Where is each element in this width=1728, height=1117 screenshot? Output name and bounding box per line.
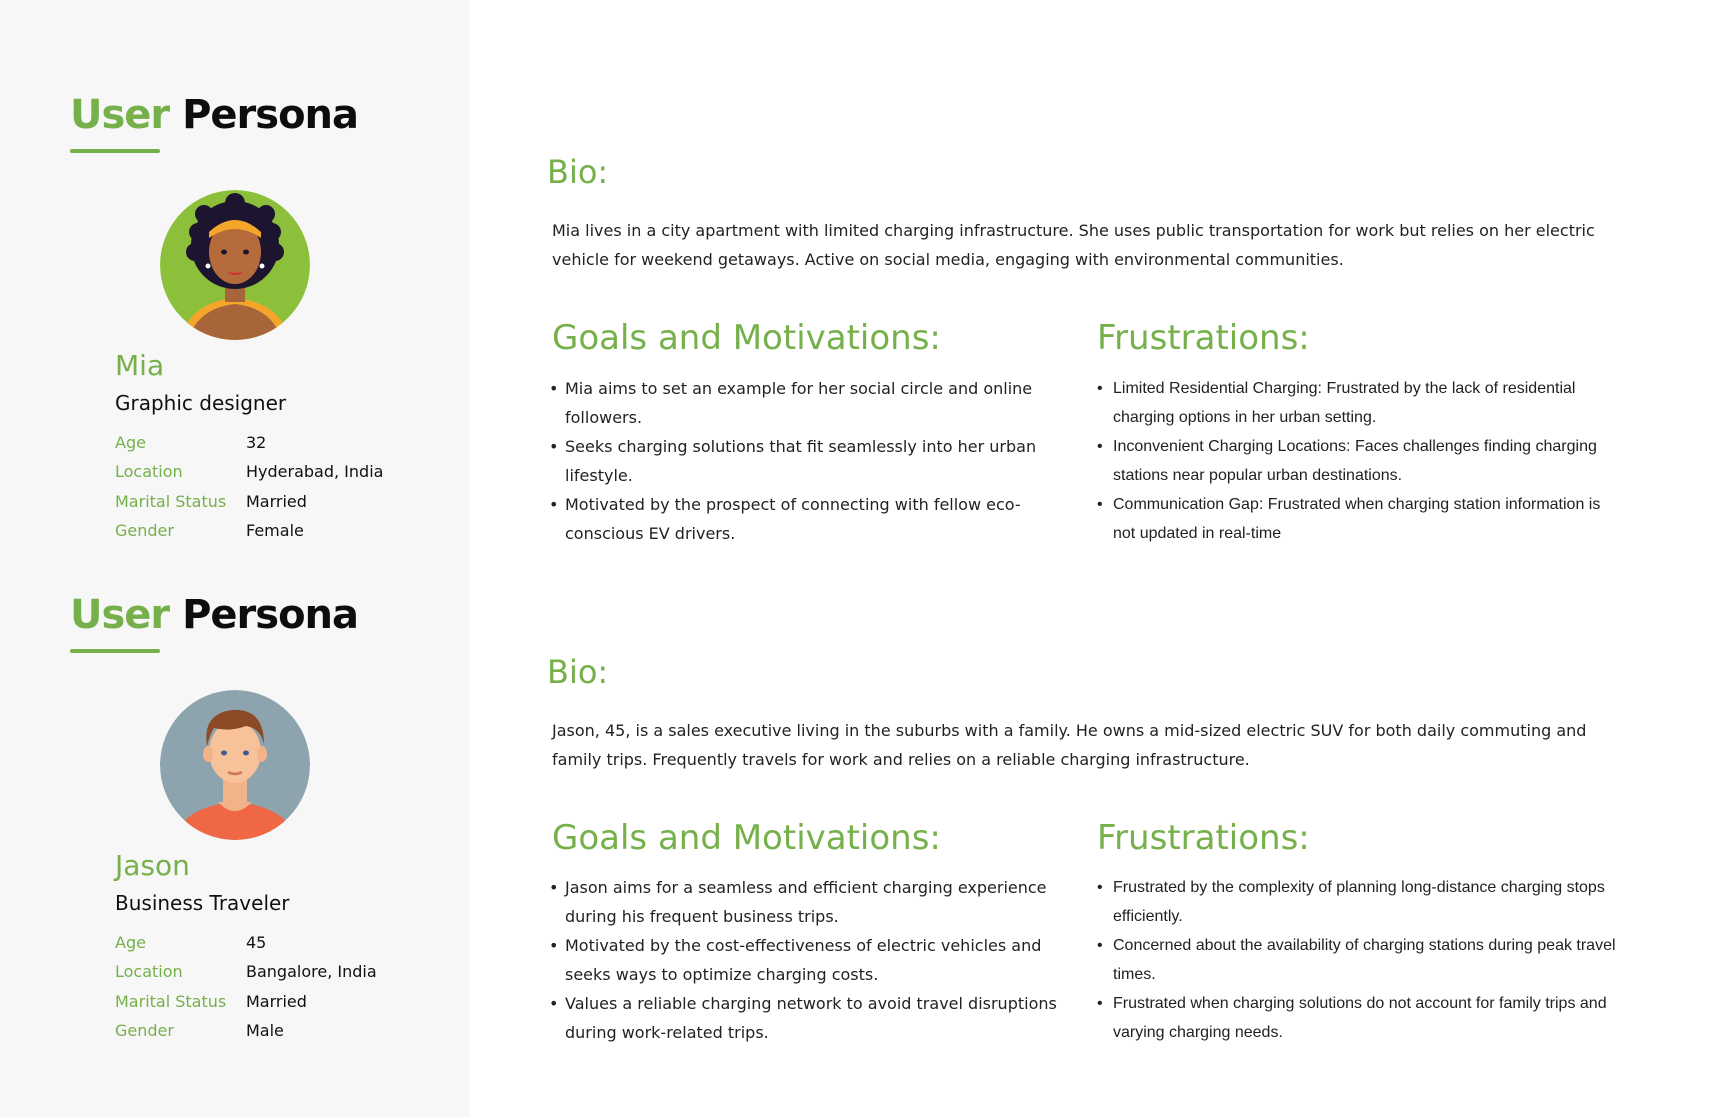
attribute-age xyxy=(115,433,435,455)
bio-heading: Bio: xyxy=(547,153,609,191)
list-item: • Seeks charging solutions that fit seamlessly into her urban lifestyle. xyxy=(549,432,1079,490)
persona-title-user: User xyxy=(70,92,170,138)
attribute-location xyxy=(115,962,435,984)
list-item: • Mia aims to set an example for her social circle and online followers. xyxy=(549,374,1079,432)
list-item: • Frustrated when charging solutions do not account for family trips and varying charging needs. xyxy=(1097,989,1627,1047)
title-underline xyxy=(70,649,160,653)
list-item: • Motivated by the cost-effectiveness of electric vehicles and seeks ways to optimize charging costs. xyxy=(549,931,1079,989)
attribute-marital-status xyxy=(115,492,435,514)
persona-title-user: User xyxy=(70,592,170,638)
attribute-gender xyxy=(115,1021,435,1043)
attribute-label: Location xyxy=(115,462,183,481)
frustrations-heading: Frustrations: xyxy=(1097,318,1310,358)
attribute-value: Female xyxy=(246,521,304,540)
persona-role: Graphic designer xyxy=(115,391,287,415)
attribute-value: Hyderabad, India xyxy=(246,462,384,481)
persona-title-persona: Persona xyxy=(182,592,359,638)
list-item: • Frustrated by the complexity of planning long-distance charging stops efficiently. xyxy=(1097,873,1627,931)
persona-title xyxy=(70,592,359,638)
persona-title xyxy=(70,92,359,138)
attribute-marital-status xyxy=(115,992,435,1014)
list-item: • Limited Residential Charging: Frustrated by the lack of residential charging options in her urban setting. xyxy=(1097,374,1617,432)
goals-list xyxy=(549,374,1079,548)
persona-name: Mia xyxy=(115,349,165,382)
bio-text: Jason, 45, is a sales executive living in the suburbs with a family. He owns a mid-sized electric SUV for both daily commuting and family trips. Frequently travels for work and relies on a reliable charging infrastructure. xyxy=(552,721,1587,769)
attribute-label: Age xyxy=(115,933,146,952)
frustrations-heading: Frustrations: xyxy=(1097,818,1310,858)
persona-role: Business Traveler xyxy=(115,891,290,915)
list-item: • Values a reliable charging network to avoid travel disruptions during work-related trips. xyxy=(549,989,1079,1047)
attribute-label: Gender xyxy=(115,1021,174,1040)
attribute-label: Age xyxy=(115,433,146,452)
attribute-label: Marital Status xyxy=(115,992,227,1011)
list-item: • Jason aims for a seamless and efficient charging experience during his frequent business trips. xyxy=(549,873,1079,931)
goals-heading: Goals and Motivations: xyxy=(552,818,941,858)
attribute-label: Location xyxy=(115,962,183,981)
attribute-age xyxy=(115,933,435,955)
persona-title-persona: Persona xyxy=(182,92,359,138)
goals-heading: Goals and Motivations: xyxy=(552,318,941,358)
bio-text: Mia lives in a city apartment with limited charging infrastructure. She uses public transportation for work but relies on her electric vehicle for weekend getaways. Active on social media, engaging with environmental communities. xyxy=(552,221,1595,269)
man-avatar-icon xyxy=(160,690,310,840)
bio-heading: Bio: xyxy=(547,653,609,691)
frustrations-list xyxy=(1097,873,1627,1047)
list-item: • Concerned about the availability of charging stations during peak travel times. xyxy=(1097,931,1627,989)
list-item: • Motivated by the prospect of connecting with fellow eco-conscious EV drivers. xyxy=(549,490,1079,548)
attribute-location xyxy=(115,462,435,484)
attribute-value: Married xyxy=(246,492,307,511)
list-item: • Inconvenient Charging Locations: Faces challenges finding charging stations near popular urban destinations. xyxy=(1097,432,1617,490)
attribute-label: Marital Status xyxy=(115,492,227,511)
attribute-value: Male xyxy=(246,1021,284,1040)
list-item: • Communication Gap: Frustrated when charging station information is not updated in real-time xyxy=(1097,490,1617,548)
attribute-label: Gender xyxy=(115,521,174,540)
persona-name: Jason xyxy=(115,849,190,882)
woman-avatar-icon xyxy=(160,190,310,340)
attribute-gender xyxy=(115,521,435,543)
attribute-value: Bangalore, India xyxy=(246,962,377,981)
attribute-value: 45 xyxy=(246,933,267,952)
attribute-value: 32 xyxy=(246,433,267,452)
title-underline xyxy=(70,149,160,153)
goals-list xyxy=(549,873,1079,1047)
frustrations-list xyxy=(1097,374,1617,548)
attribute-value: Married xyxy=(246,992,307,1011)
